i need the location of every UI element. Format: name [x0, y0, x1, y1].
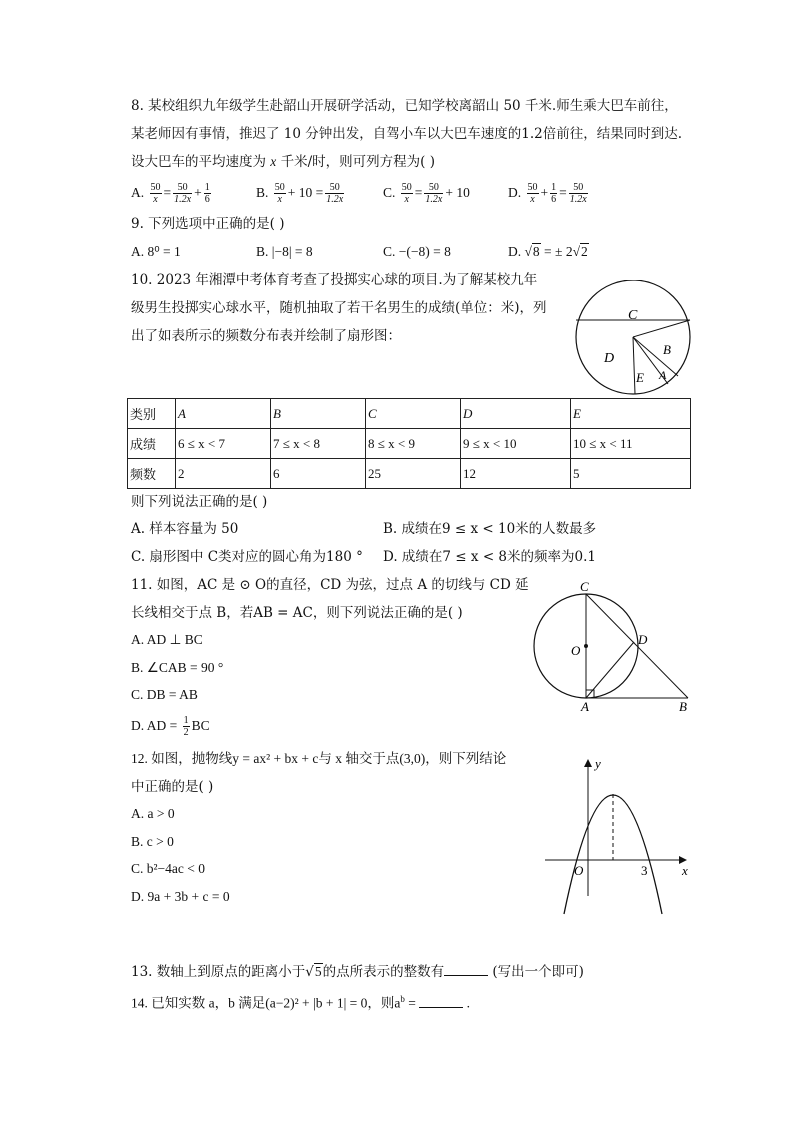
parabola-figure [540, 754, 695, 919]
q12-option-a: A. a > 0 [131, 806, 175, 821]
q8-line3: 设大巴车的平均速度为 x 千米/时，则可列方程为( ) [131, 154, 435, 170]
table-cell: 12 [461, 459, 571, 489]
table-cell: 成绩 [128, 429, 176, 459]
label-y: y [595, 756, 601, 771]
label-o: O [571, 643, 581, 658]
pie-label-d: D [604, 351, 615, 366]
pie-label-b: B [663, 342, 671, 357]
q12-line1: 12. 如图，抛物线y = ax² + bx + c与 x 轴交于点(3,0)，则下列结论 [131, 751, 507, 766]
table-row [128, 459, 691, 489]
q9-stem: 9. 下列选项中正确的是( ) [131, 216, 285, 232]
frequency-table [127, 398, 691, 489]
parabola-curve [564, 795, 662, 914]
table-row [128, 399, 691, 429]
label-c: C [580, 580, 589, 594]
table-cell: 2 [176, 459, 271, 489]
q12-line2: 中正确的是( ) [131, 779, 214, 795]
q10-line3: 出了如表所示的频数分布表并绘制了扇形图： [131, 328, 401, 344]
label-d: D [638, 632, 648, 647]
table-cell: 类别 [128, 399, 176, 429]
table-cell: A [176, 399, 271, 429]
pie-label-e: E [636, 370, 644, 385]
q11-option-c: C. DB = AB [131, 687, 198, 702]
q9-option-c: C. −(−8) = 8 [383, 244, 451, 259]
q10-option-a: A. 样本容量为 50 [131, 521, 239, 537]
pie-label-c: C [628, 308, 638, 323]
q8-line2: 某老师因有事情，推迟了 10 分钟出发，自驾小车以大巴车速度的1.2倍前往，结果同时到达. [131, 126, 683, 142]
q10-question: 则下列说法正确的是( ) [131, 494, 268, 510]
q10-option-b: B. 成绩在9 ≤ x < 10米的人数最多 [383, 521, 597, 537]
q13-line: 13. 数轴上到原点的距离小于√5的点所表示的整数有 (写出一个即可) [131, 961, 584, 982]
q9-option-a: A. 8⁰ = 1 [131, 244, 181, 259]
label-x: x [682, 863, 688, 878]
label-b: B [679, 699, 687, 714]
q12-option-b: B. c > 0 [131, 834, 174, 849]
q8-line1: 8. 某校组织九年级学生赴韶山开展研学活动，已知学校离韶山 50 千米.师生乘大巴车前往， [131, 98, 678, 114]
q8-option-a: A. $\frac{50}{x}$ = $\frac{50}{1.2x}$ + $\frac{1}{6}$ [131, 182, 210, 206]
table-cell: 25 [366, 459, 461, 489]
table-row [128, 429, 691, 459]
table-cell: 5 [571, 459, 691, 489]
label-origin: O [574, 863, 584, 878]
q12-option-c: C. b²−4ac < 0 [131, 861, 206, 876]
table-cell: 10 ≤ x < 11 [571, 429, 691, 459]
q9-option-b: B. |−8| = 8 [256, 244, 313, 259]
table-cell: C [366, 399, 461, 429]
q8-option-b: B. $\frac{50}{x}$ + 10 = $\frac{50}{1.2x}$ [256, 182, 344, 206]
table-cell: 6 ≤ x < 7 [176, 429, 271, 459]
q10-line2: 级男生投掷实心球水平，随机抽取了若干名男生的成绩(单位：米)，列 [131, 300, 547, 316]
q10-option-c: C. 扇形图中 C类对应的圆心角为180 ° [131, 549, 363, 565]
table-cell: 频数 [128, 459, 176, 489]
q11-option-b: B. ∠CAB = 90 ° [131, 660, 224, 675]
q9-option-d: D. √8 = ± 2√2 [508, 244, 588, 259]
q12-option-d: D. 9a + 3b + c = 0 [131, 889, 230, 904]
label-a: A [581, 699, 589, 714]
pie-radius-ed [633, 337, 635, 394]
q11-line1: 11. 如图，AC 是 ⊙ O的直径，CD 为弦，过点 A 的切线与 CD 延 [131, 577, 529, 593]
center-point [584, 644, 588, 648]
q14-answer-blank[interactable] [419, 993, 463, 1008]
q11-option-d: D. AD = $\frac{1}{2}$ BC [131, 715, 210, 739]
table-cell: 7 ≤ x < 8 [271, 429, 366, 459]
table-cell: 8 ≤ x < 9 [366, 429, 461, 459]
q8-option-c: C. $\frac{50}{x}$ = $\frac{50}{1.2x}$ + 10 [383, 182, 470, 206]
q14-line: 14. 已知实数 a，b 满足(a−2)² + |b + 1| = 0，则$a^b$ = . [131, 994, 470, 1011]
q8-option-d: D. $\frac{50}{x}$ + $\frac{1}{6}$ = $\frac{50}{1.2x}$ [508, 182, 587, 206]
table-cell: 6 [271, 459, 366, 489]
circle-tangent-figure [528, 580, 698, 715]
line-cb [586, 594, 688, 698]
table-cell: B [271, 399, 366, 429]
table-cell: 9 ≤ x < 10 [461, 429, 571, 459]
table-cell: D [461, 399, 571, 429]
q11-line2: 长线相交于点 B，若AB = AC，则下列说法正确的是( ) [131, 605, 463, 621]
table-cell: E [571, 399, 691, 429]
pie-label-a: A [659, 368, 667, 382]
pie-chart-figure [572, 280, 694, 398]
q11-option-a: A. AD ⊥ BC [131, 632, 203, 647]
q10-line1: 10. 2023 年湘潭中考体育考查了投掷实心球的项目.为了解某校九年 [131, 272, 538, 288]
q13-answer-blank[interactable] [444, 961, 488, 976]
pie-radius-cb [633, 320, 690, 337]
q10-option-d: D. 成绩在7 ≤ x < 8米的频率为0.1 [383, 549, 596, 565]
label-three: 3 [641, 863, 648, 878]
